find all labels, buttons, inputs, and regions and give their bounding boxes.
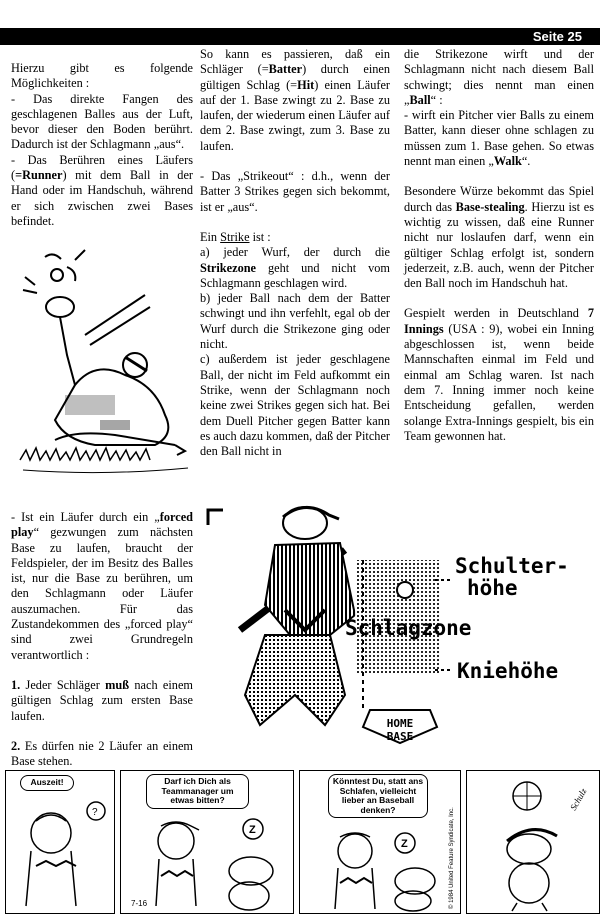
speech-bubble: Auszeit!	[20, 775, 74, 791]
term-forced-play: forced play	[11, 510, 193, 540]
text: - wirft ein Pitcher vier Balls zu einem Batter, kann dieser ohne schlagen zu müssen zum 1. Base gehen. So etwas nennt man einen „	[404, 108, 594, 169]
speech-bubble: Darf ich Dich als Teammanager um etwas bitten?	[146, 774, 249, 809]
page-header-bar	[0, 28, 600, 45]
column-3-text	[404, 47, 594, 444]
paragraph	[200, 245, 390, 291]
catcher-illustration	[15, 245, 195, 490]
text: “ :	[430, 92, 443, 107]
copyright: © 1984 United Feature Syndicate, Inc.	[449, 807, 455, 909]
base-label: BASE	[386, 730, 414, 743]
charlie-brown-drawing	[6, 771, 114, 913]
comic-panel-2	[120, 770, 294, 914]
term-walk: Walk	[493, 154, 522, 169]
text: Ein	[200, 229, 221, 244]
text: Gespielt werden in Deutschland	[404, 306, 588, 321]
term-innings: 7 Innings	[404, 306, 594, 336]
label-schlagzone: Schlagzone	[345, 616, 472, 640]
page-number: Seite 25	[532, 29, 582, 44]
text: ) mit dem Ball in der Hand oder im Handschuh, während er sich zwischen zwei Bases befindet.	[11, 168, 193, 228]
column-2-text	[200, 47, 390, 459]
column-1-lower-text	[11, 510, 193, 769]
paragraph	[404, 306, 594, 444]
rule-2	[11, 739, 193, 770]
comic-panel-3	[299, 770, 461, 914]
paragraph	[200, 47, 390, 154]
rule-number: 1.	[11, 677, 21, 692]
text: - Ist ein Läufer durch ein „	[11, 510, 160, 524]
paragraph	[404, 47, 594, 108]
paragraph	[11, 510, 193, 663]
column-1-text	[11, 61, 193, 229]
comic-panel-4	[466, 770, 600, 914]
date-mark: 7-16	[131, 899, 148, 908]
paragraph	[200, 230, 390, 245]
text: ist :	[249, 229, 271, 244]
paragraph	[404, 108, 594, 169]
text: a) jeder Wurf, der durch die	[200, 245, 390, 260]
paragraph: c) außerdem ist jeder geschlagene Ball, der nicht im Feld aufkommt ein Strike, wenn der Schlagmann noch keine zwei Strikes gegen sich hat. Bei dem Duell Pitcher gegen Batter kann es auch dazu kommen, daß der Pitcher den Ball nicht in	[200, 352, 390, 459]
term-runner: =Runner	[15, 168, 63, 183]
label-schulterhoehe-1: Schulter-	[455, 554, 569, 578]
snoopy-drawing	[467, 771, 599, 913]
text: - Das Berühren eines Läufers (	[11, 152, 193, 183]
label-schulterhoehe-2: höhe	[467, 576, 518, 600]
text: “ gezwungen zum nächsten Base zu laufen, braucht der Feldspieler, der im Besitz des Balles ist, nur die Base zu berühren, um den Schlagmann oder Läufer auszumachen. Für das Zustandekommen des „forced play“ sind zwei Grundregeln verantwortlich :	[11, 525, 193, 662]
z-sleep: Z	[401, 838, 408, 850]
paragraph: Hierzu gibt es folgende Möglichkeiten :	[11, 61, 193, 91]
text: (USA : 9), wobei ein Inning abgeschlossen ist, wenn beide Mannschaften einmal im Feld und einmal am Schlag waren. Ist nach dem 7. Inning immer noch keine Entscheidung gefallen, werden solange Extra-Innings gespielt, bis ein Team gewonnen hat.	[404, 321, 594, 443]
text: So kann es passieren, daß ein Schläger (=	[200, 47, 390, 77]
comic-strip	[5, 770, 605, 914]
term-hit: Hit	[297, 77, 315, 92]
text: geht und nicht vom Schlagmann geschlagen wird.	[200, 260, 390, 290]
text: “.	[521, 154, 531, 169]
home-label: HOME	[386, 717, 414, 730]
term-batter: Batter	[268, 62, 303, 77]
comic-panel-1	[5, 770, 115, 914]
paragraph: - Das „Strikeout“ : d.h., wenn der Batter 3 Strikes gegen sich bekommt, ist er „aus“.	[200, 169, 390, 214]
strike-zone-diagram	[205, 495, 595, 760]
text: . Hierzu ist es wichtig zu wissen, daß eine Runner nicht nur loslaufen darf, wenn ein gültiger Schlag erfolgt ist, sondern jederzeit, z.B. auch, wenn der Pitcher den Ball noch im Handschuh hat.	[404, 199, 594, 291]
text: ) einen Läufer auf der 1. Base zwingt zu 2. Base zu laufen, der wiederum einen Läufer auf dem 2. Base zwingt, zum 3. Base zu laufen.	[200, 77, 391, 153]
z-sleep: Z	[249, 824, 256, 836]
rule-number: 2.	[11, 738, 21, 753]
paragraph	[404, 184, 594, 291]
signature: Schulz	[568, 786, 589, 812]
text: Besondere Würze bekommt das Spiel durch das	[404, 184, 594, 214]
text: Es dürfen nie 2 Läufer an einem Base stehen.	[11, 738, 193, 769]
paragraph: - Das direkte Fangen des geschlagenen Balles aus der Luft, bevor dieser den Boden berührt. Dadurch ist der Schlagmann „aus“.	[11, 91, 193, 152]
term-strikezone: Strikezone	[200, 260, 257, 275]
text: die Strikezone wirft und der Schlagmann nicht nach diesem Ball schwingt; dies nennt man einen „	[404, 47, 594, 107]
text: ) durch einen gültigen Schlag (=	[200, 62, 390, 92]
text: Jeder Schläger	[20, 677, 106, 692]
term-ball: Ball	[409, 92, 431, 107]
question-mark: ?	[92, 807, 98, 818]
speech-bubble: Könntest Du, statt ans Schlafen, vielleicht lieber an Baseball denken?	[328, 774, 428, 818]
text: nach einem gültigen Schlag zum ersten Base laufen.	[11, 677, 193, 723]
term-base-stealing: Base-stealing	[455, 199, 525, 214]
term-strike: Strike	[220, 229, 250, 244]
paragraph	[11, 153, 193, 229]
emphasis: muß	[105, 677, 130, 692]
paragraph: b) jeder Ball nach dem der Batter schwingt und ihn verfehlt, egal ob der Wurf durch die Strikezone ging oder nicht.	[200, 291, 390, 352]
rule-1	[11, 678, 193, 724]
label-kniehoehe: Kniehöhe	[457, 659, 559, 683]
